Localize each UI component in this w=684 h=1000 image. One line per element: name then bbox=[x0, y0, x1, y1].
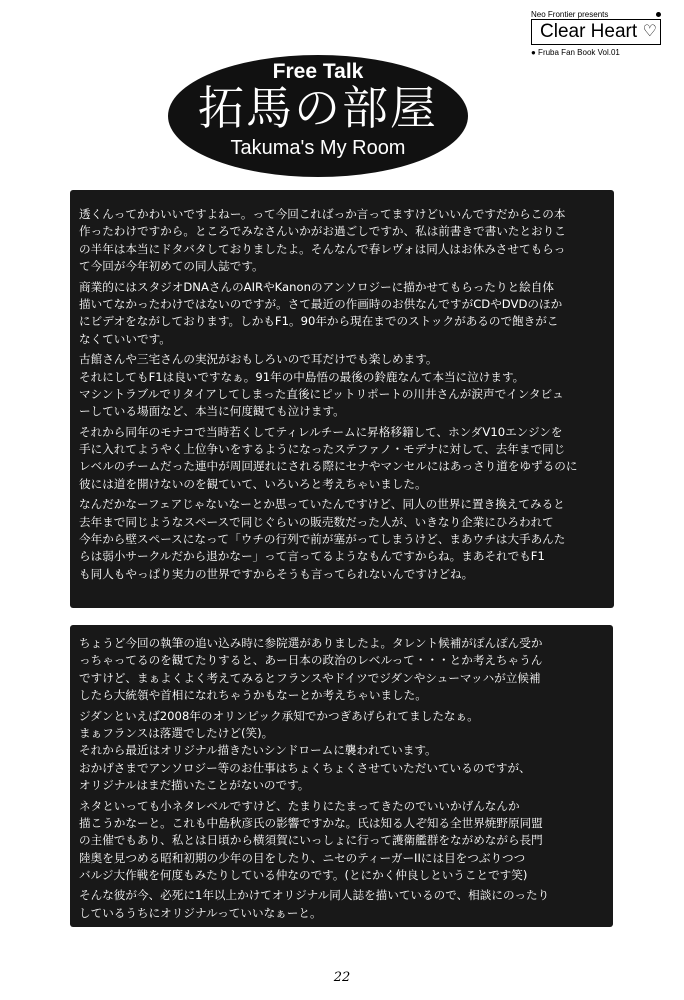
heart-icon: ♡ bbox=[642, 21, 657, 40]
text-line: 描こうかなーと。これも中島秋彦氏の影響ですかな。氏は知る人ぞ知る全世界焼野原同盟 bbox=[79, 815, 543, 830]
text-line: バルジ大作戦を何度もみたりしている仲なのです。(とにかく仲良しということです笑) bbox=[79, 868, 528, 883]
text-line: 手に入れてようやく上位争いをするようになったステファノ・モデナに対して、去年まで同じ bbox=[79, 442, 566, 457]
text-line: なくていいです。 bbox=[79, 331, 171, 346]
brand-presents: Neo Frontier presents bbox=[531, 10, 609, 19]
text-line: 商業的にはスタジオDNAさんのAIRやKanonのアンソロジーに描かせてもらったりと絵自体 bbox=[79, 279, 554, 294]
text-line: の半年は本当にドタバタしておりましたよ。そんなんで春レヴォは同人はお休みさせてもらっ bbox=[79, 241, 566, 256]
text-line: 陸奥を見つめる昭和初期の少年の目をしたり、ニセのティーガーIIには目をつぶりつつ bbox=[79, 850, 526, 865]
text-line: それにしてもF1は良いですなぁ。91年の中島悟の最後の鈴鹿なんて本当に泣けます。 bbox=[79, 369, 525, 384]
text-line: したら大統領や首相になれちゃうかもなーとか考えちゃいました。 bbox=[79, 688, 427, 703]
text-line: 彼には道を開けないのを観ていて、いろいろと考えちゃいました。 bbox=[79, 476, 427, 491]
text-line: ネタといっても小ネタレベルですけど、たまりにたまってきたのでいいかげんなんか bbox=[79, 798, 520, 813]
text-line: 描いてなかったわけではないのですが。さて最近の作画時のお供なんですがCDやDVDのほか bbox=[79, 296, 563, 311]
brand-dot-icon bbox=[656, 12, 661, 17]
page-number: 22 bbox=[333, 970, 351, 985]
text-line: っちゃってるのを観てたりすると、あー日本の政治のレベルって・・・とか考えちゃうん bbox=[79, 653, 543, 668]
text-line: 古館さんや三宅さんの実況がおもしろいので耳だけでも楽しめます。 bbox=[79, 352, 438, 367]
text-line: 去年まで同じようなスペースで同じぐらいの販売数だった人が、いきなり企業にひろわれて bbox=[79, 514, 554, 529]
text-box-2 bbox=[70, 625, 613, 927]
text-line: て今回が今年初めての同人誌です。 bbox=[79, 259, 264, 274]
brand-logo-text: Clear Heart bbox=[540, 21, 638, 42]
text-line: おかげさまでアンソロジー等のお仕事はちょくちょくさせていただいているのですが、 bbox=[79, 760, 531, 775]
text-line: オリジナルはまだ描いたことがないのです。 bbox=[79, 778, 310, 793]
text-line: それから同年のモナコで当時若くしてティレルチームに昇格移籍して、ホンダV10エンジンを bbox=[79, 424, 563, 439]
text-line: ジダンといえば2008年のオリンピック承知でかつぎあげられてましたなぁ。 bbox=[79, 708, 479, 723]
text-line: も同人もやっぱり実力の世界ですからそうも言ってられないんですけどね。 bbox=[79, 566, 474, 581]
text-line: それから最近はオリジナル描きたいシンドロームに襲われています。 bbox=[79, 743, 437, 758]
brand-fanbook: ● Fruba Fan Book Vol.01 bbox=[531, 48, 620, 57]
text-line: 今年から壁スペースになって「ウチの行列で前が塞がってしまうけど、まあウチは大手あんた bbox=[79, 532, 566, 547]
text-line: 透くんってかわいいですよねー。って今回こればっか言ってますけどいいんですだからこの本 bbox=[79, 207, 566, 221]
paragraph bbox=[79, 351, 607, 421]
free-talk-label: Free Talk bbox=[272, 60, 364, 83]
text-line: マシントラブルでリタイアしてしまった直後にピットリポートの川井さんが涙声でインタビュ bbox=[79, 386, 564, 401]
text-line: まぁフランスは落選でしたけど(笑)。 bbox=[79, 725, 274, 740]
text-box-1 bbox=[70, 190, 614, 608]
paragraph bbox=[79, 424, 607, 494]
text-line: 作ったわけですから。ところでみなさんいかがお過ごしですか、私は前書きで書いたとおりこ bbox=[79, 224, 566, 239]
text-line: ですけど、まぁよくよく考えてみるとフランスやドイツでジダンやシューマッハが立候補 bbox=[79, 670, 541, 685]
brand-logo bbox=[531, 10, 661, 70]
paragraph bbox=[79, 887, 606, 922]
paragraph bbox=[79, 635, 606, 705]
text-line: の主催でもあり、私とは日頃から横須賀にいっしょに行って護衛艦群をながめながら長門 bbox=[79, 833, 543, 848]
text-line: そんな彼が今、必死に1年以上かけてオリジナル同人誌を描いているので、相談にのったり bbox=[79, 888, 550, 903]
text-line: ーしている場面など、本当に何度観ても泣けます。 bbox=[79, 404, 345, 419]
paragraph bbox=[79, 206, 607, 276]
page-title: 拓馬の部屋 bbox=[198, 81, 438, 135]
paragraph bbox=[79, 708, 606, 795]
page-subtitle: Takuma's My Room bbox=[230, 137, 406, 159]
text-line: しているうちにオリジナルっていいなぁーと。 bbox=[79, 905, 322, 920]
paragraph bbox=[79, 279, 607, 349]
text-line: ちょうど今回の執筆の追い込み時に参院選がありましたよ。タレント候補がぽんぽん受か bbox=[79, 636, 543, 650]
text-line: にビデオをながしております。しかもF1。90年から現在までのストックがあるので飽きがこ bbox=[79, 314, 559, 329]
brand-logo-box bbox=[531, 19, 661, 45]
text-line: なんだかなーフェアじゃないなーとか思っていたんですけど、同人の世界に置き換えてみると bbox=[79, 497, 565, 512]
title-ellipse bbox=[168, 55, 468, 177]
paragraph bbox=[79, 496, 607, 583]
text-line: レベルのチームだった連中が周回遅れにされる際にセナやマンセルにはあっさり道をゆずるのに bbox=[79, 459, 578, 474]
paragraph bbox=[79, 798, 606, 885]
text-line: らは弱小サークルだから退かなー」って言ってるようなもんですからね。まあそれでもF1 bbox=[79, 549, 545, 564]
